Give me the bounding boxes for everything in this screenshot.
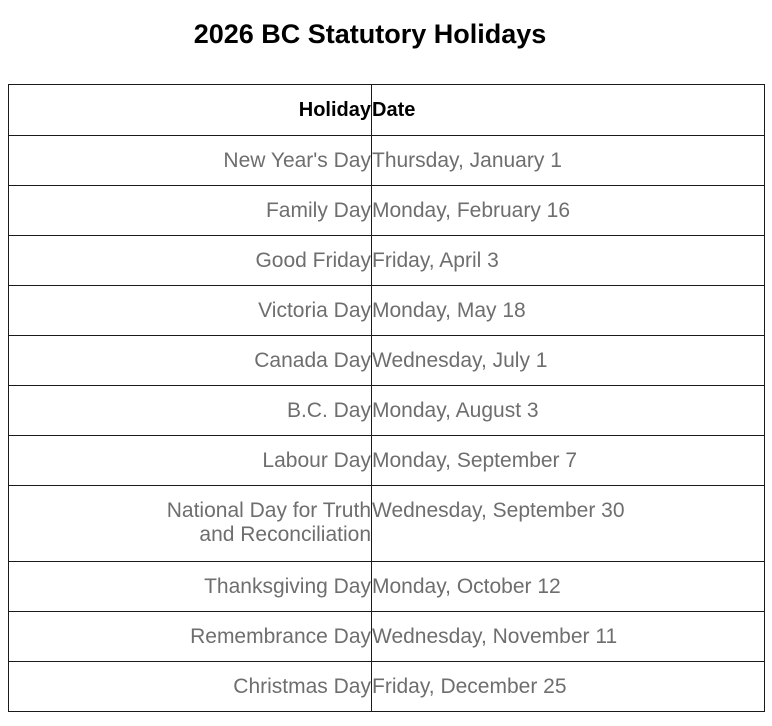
holiday-name-cell: Canada Day [9,336,372,386]
holiday-date-cell: Wednesday, November 11 [372,612,765,662]
table-row [9,436,765,486]
holiday-date-cell: Monday, February 16 [372,186,765,236]
holiday-name-line: and Reconciliation [199,523,371,546]
table-header-row [9,85,765,136]
holiday-name-cell: Thanksgiving Day [9,562,372,612]
holiday-date-cell: Thursday, January 1 [372,136,765,186]
table-row [9,136,765,186]
holiday-name-line: National Day for Truth [166,499,371,522]
holiday-name-cell: Remembrance Day [9,612,372,662]
table-row [9,186,765,236]
holiday-name-cell: New Year's Day [9,136,372,186]
holiday-date-cell: Monday, August 3 [372,386,765,436]
holidays-table [8,84,765,712]
column-header-holiday: Holiday [9,85,372,136]
holiday-date-cell: Friday, April 3 [372,236,765,286]
table-row [9,662,765,712]
page-title: 2026 BC Statutory Holidays [193,19,547,49]
holiday-name-cell: Victoria Day [9,286,372,336]
holiday-name-cell: Family Day [9,186,372,236]
column-header-date: Date [372,85,765,136]
holiday-name-cell: Labour Day [9,436,372,486]
table-row [9,336,765,386]
table-row [9,612,765,662]
holiday-name-cell: Good Friday [9,236,372,286]
table-row [9,386,765,436]
holiday-date-cell: Monday, May 18 [372,286,765,336]
table-row [9,486,765,562]
table-row [9,236,765,286]
holiday-date-cell: Monday, October 12 [372,562,765,612]
holiday-date-cell: Wednesday, September 30 [372,486,765,562]
holiday-date-cell: Monday, September 7 [372,436,765,486]
holiday-date-cell: Wednesday, July 1 [372,336,765,386]
holiday-name-cell [9,486,372,562]
holiday-name-cell: Christmas Day [9,662,372,712]
table-row [9,286,765,336]
holiday-date-cell: Friday, December 25 [372,662,765,712]
table-row [9,562,765,612]
holiday-name-cell: B.C. Day [9,386,372,436]
